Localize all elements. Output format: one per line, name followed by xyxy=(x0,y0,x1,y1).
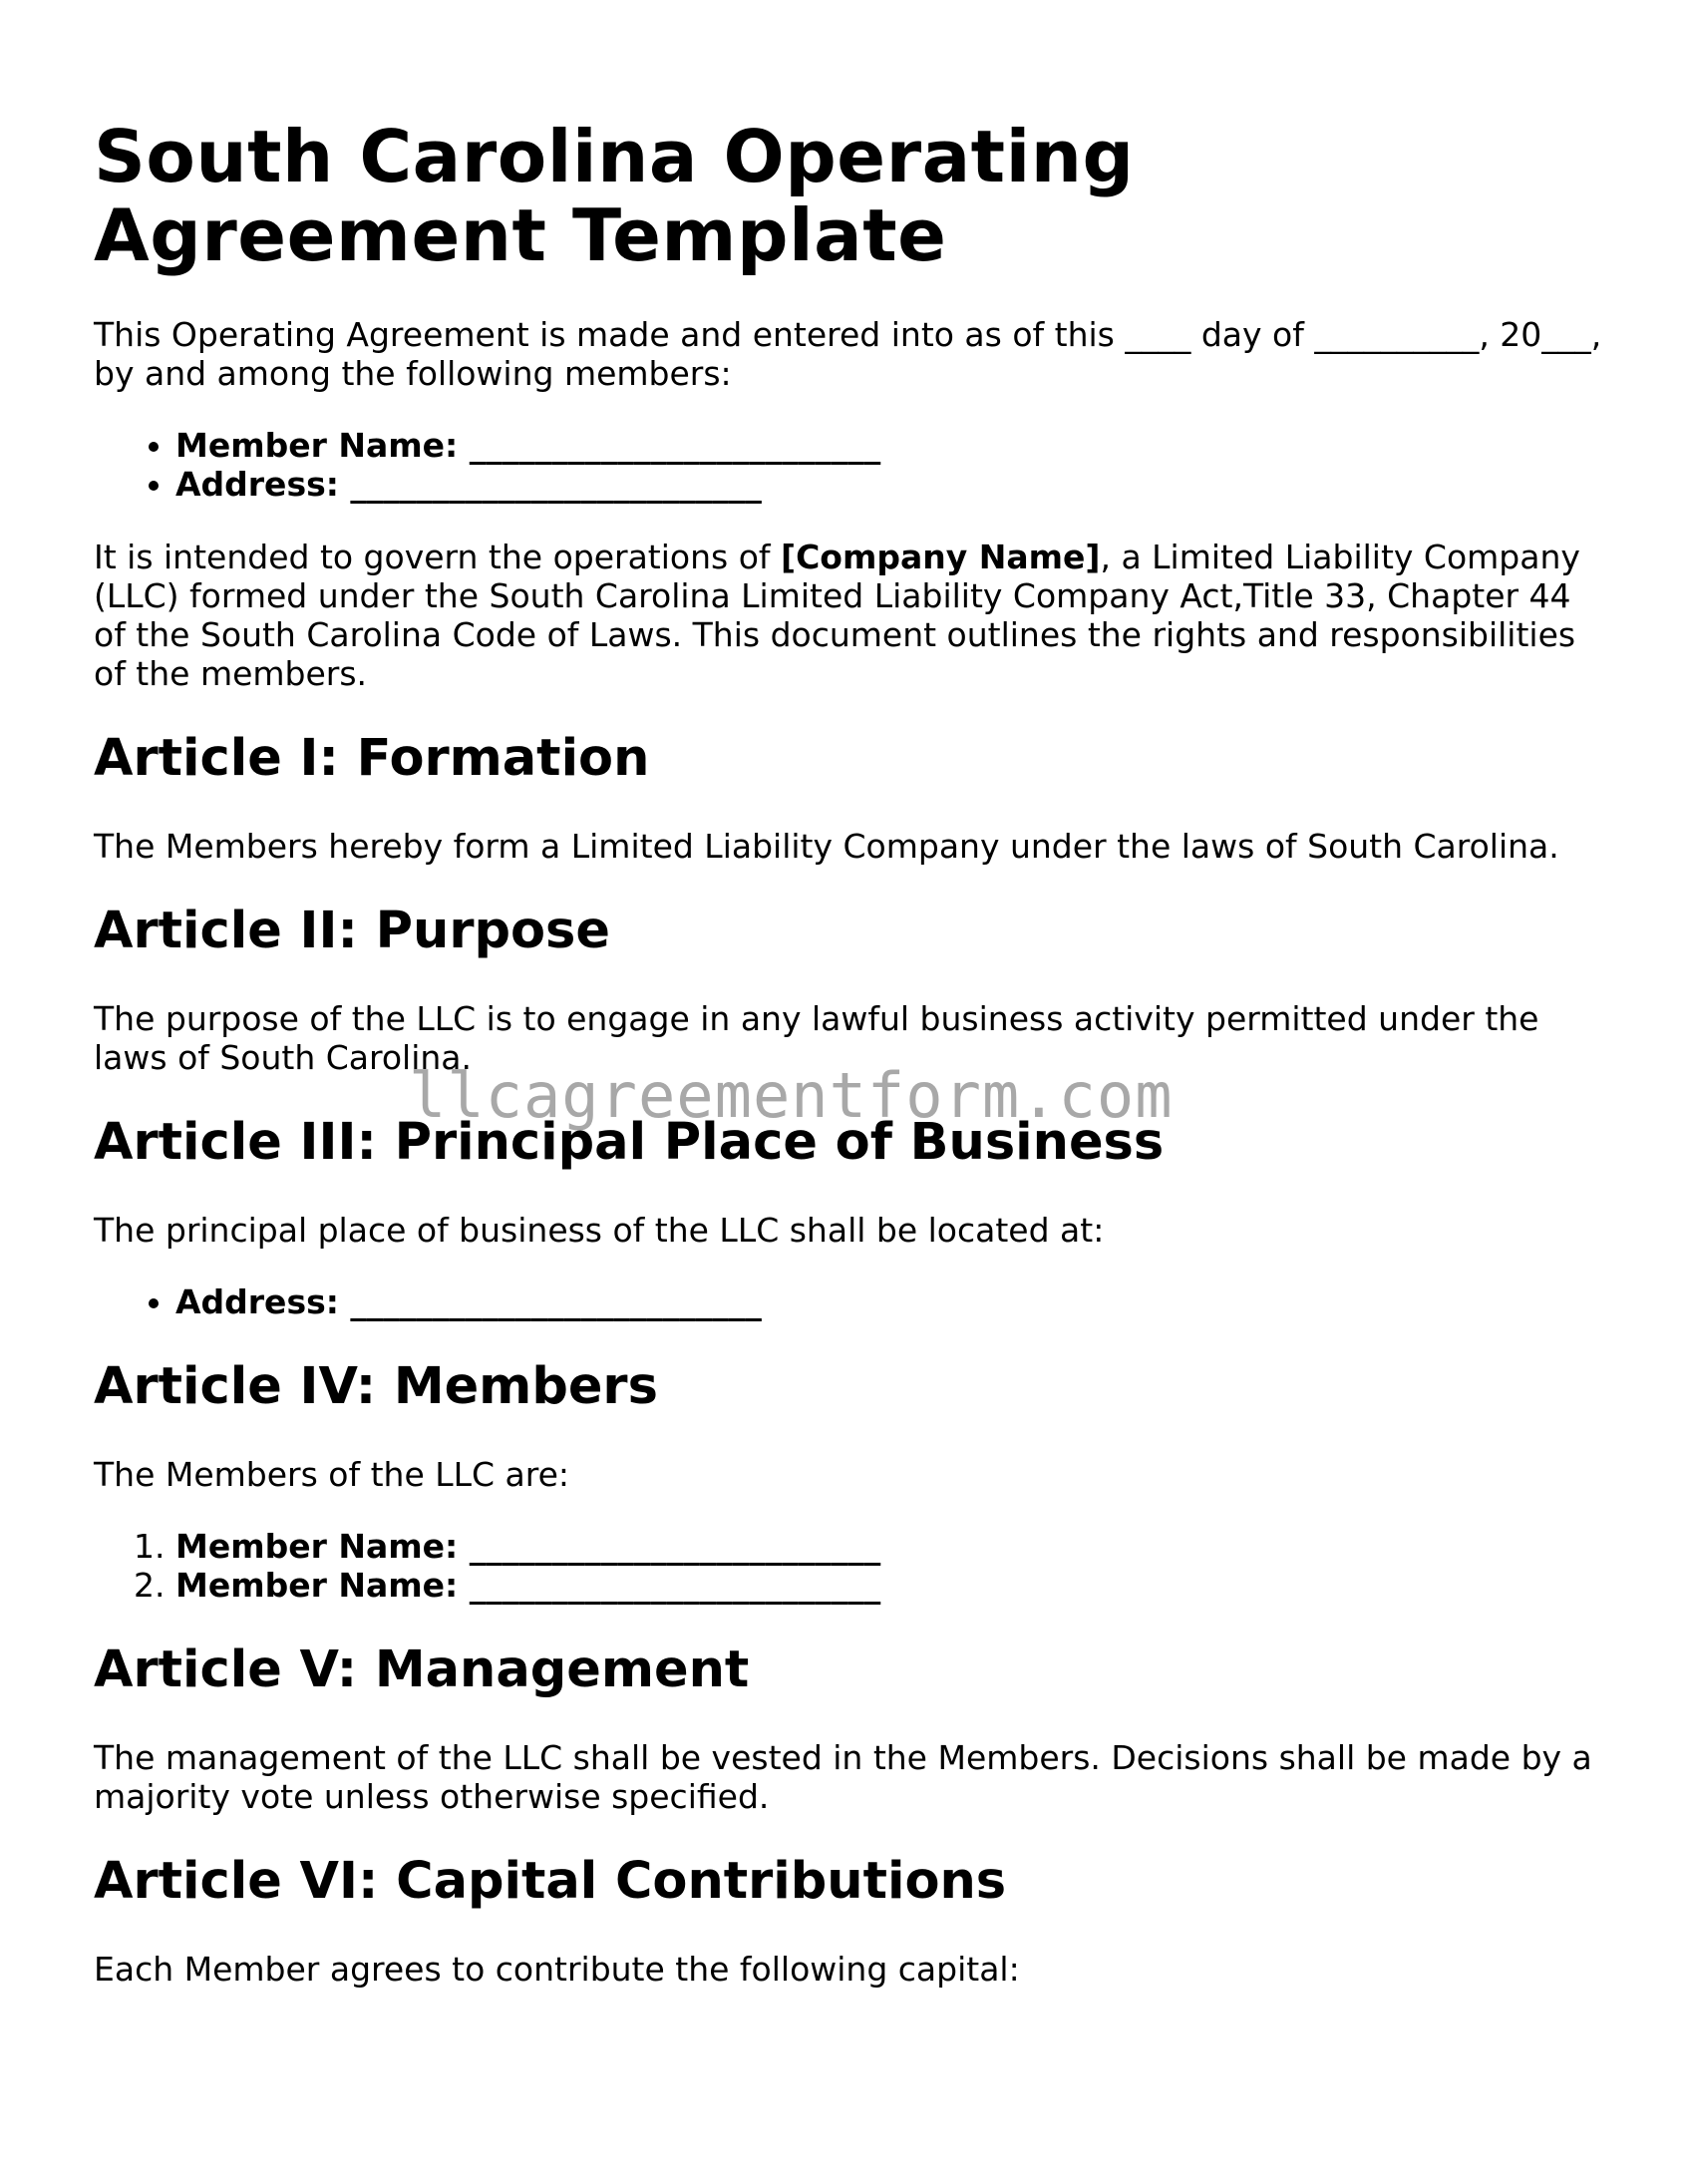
intro-member-list xyxy=(94,426,1609,504)
document-page xyxy=(94,0,1609,1989)
governance-text-end: , a Limited Liability Company (LLC) formed under the South Carolina Limited Liability Company Act,Title 33, Chapter 44 of the South Carolina Code of Laws. This document outlines the rights and responsibilities of the members. xyxy=(94,538,1580,693)
article-4-text: The Members of the LLC are: xyxy=(94,1455,570,1494)
article-1-heading: Article I: Formation xyxy=(94,729,650,788)
member-name-blank: _________________________ xyxy=(469,1566,881,1605)
address-blank: _________________________ xyxy=(350,465,762,504)
article-2-heading: Article II: Purpose xyxy=(94,902,610,960)
member-name-blank: _________________________ xyxy=(469,426,881,465)
article-5-text: The management of the LLC shall be vested in the Members. Decisions shall be made by a majority vote unless otherwise specified. xyxy=(94,1738,1592,1816)
article-5-heading: Article V: Management xyxy=(94,1640,750,1699)
company-name-placeholder: [Company Name] xyxy=(781,538,1101,576)
watermark: llcagreementform.com xyxy=(409,1059,1174,1132)
business-address-list xyxy=(94,1282,1609,1321)
member-name-label: Member Name: xyxy=(175,1566,459,1605)
article-3-heading: Article III: Principal Place of Business xyxy=(94,1113,1165,1172)
address-label: Address: xyxy=(175,465,339,504)
article-1-text: The Members hereby form a Limited Liability Company under the laws of South Carolina. xyxy=(94,827,1559,866)
address-label: Address: xyxy=(175,1282,339,1321)
list-item xyxy=(175,1566,1609,1605)
article-4-heading: Article IV: Members xyxy=(94,1357,658,1416)
member-name-label: Member Name: xyxy=(175,426,459,465)
list-item xyxy=(175,465,1609,504)
article-6-text: Each Member agrees to contribute the following capital: xyxy=(94,1950,1020,1989)
article-3-text: The principal place of business of the LLC shall be located at: xyxy=(94,1211,1105,1250)
page-title: South Carolina Operating Agreement Template xyxy=(94,115,1135,277)
governance-paragraph xyxy=(94,538,1609,693)
governance-text-start: It is intended to govern the operations of xyxy=(94,538,781,576)
list-item xyxy=(175,426,1609,465)
member-name-label: Member Name: xyxy=(175,1527,459,1566)
list-item xyxy=(175,1527,1609,1566)
article-2-text: The purpose of the LLC is to engage in any lawful business activity permitted under the laws of South Carolina. xyxy=(94,999,1539,1077)
intro-paragraph: This Operating Agreement is made and entered into as of this ____ day of __________, 20___, by and among the following members: xyxy=(94,315,1602,393)
members-list xyxy=(94,1527,1609,1605)
address-blank: _________________________ xyxy=(350,1282,762,1321)
article-6-heading: Article VI: Capital Contributions xyxy=(94,1852,1007,1911)
member-name-blank: _________________________ xyxy=(469,1527,881,1566)
list-item xyxy=(175,1282,1609,1321)
